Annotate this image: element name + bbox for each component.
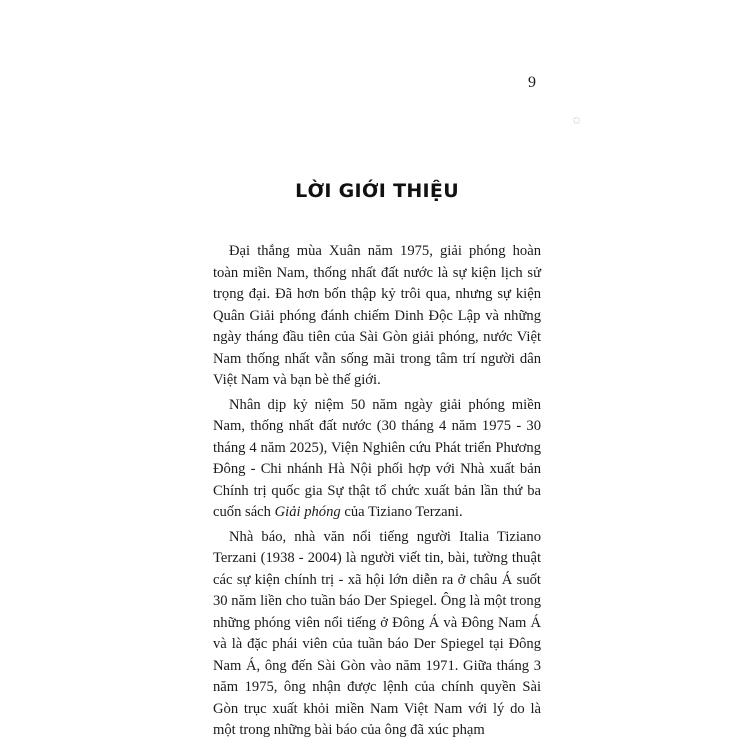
book-title: Giải phóng	[274, 504, 341, 520]
paragraph-3: Nhà báo, nhà văn nổi tiếng người Italia Tiziano Terzani (1938 - 2004) là người viết tin, bài, tường thuật các sự kiện chính trị - xã hội lớn diễn ra ở châu Á suốt 30 năm liền cho tuần báo Der Spiegel. Ông là một trong những phóng viên nổi tiếng ở Đông Á và Đông Nam Á và là đặc phái viên của tuần báo Der Spiegel tại Đông Nam Á, ông đến Sài Gòn vào năm 1971. Giữa tháng 3 năm 1975, ông nhận được lệnh của chính quyền Sài Gòn trục xuất khỏi miền Nam Việt Nam với lý do là một trong những bài báo của ông đã xúc phạm	[213, 528, 541, 738]
chapter-title: LỜI GIỚI THIỆU	[295, 180, 459, 202]
body-text	[213, 241, 541, 745]
paragraph-1: Đại thắng mùa Xuân năm 1975, giải phóng hoàn toàn miền Nam, thống nhất đất nước là sự kiện lịch sử trọng đại. Đã hơn bốn thập kỷ trôi qua, nhưng sự kiện Quân Giải phóng đánh chiếm Dinh Độc Lập và những ngày tháng đầu tiên của Sài Gòn giải phóng, nước Việt Nam thống nhất vẫn sống mãi trong tâm trí người dân Việt Nam và bạn bè thế giới.	[213, 243, 541, 388]
page-number: 9	[528, 74, 536, 91]
paragraph-2	[213, 395, 541, 524]
paragraph-2-text-after: của Tiziano Terzani.	[340, 504, 463, 520]
star-icon: ✩	[572, 114, 582, 127]
paragraph-2-text-before: Nhân dịp kỷ niệm 50 năm ngày giải phóng miền Nam, thống nhất đất nước (30 tháng 4 năm 1975 - 30 tháng 4 năm 2025), Viện Nghiên cứu Phát triển Phương Đông - Chi nhánh Hà Nội phối hợp với Nhà xuất bản Chính trị quốc gia Sự thật tổ chức xuất bản lần thứ ba cuốn sách	[213, 396, 541, 520]
